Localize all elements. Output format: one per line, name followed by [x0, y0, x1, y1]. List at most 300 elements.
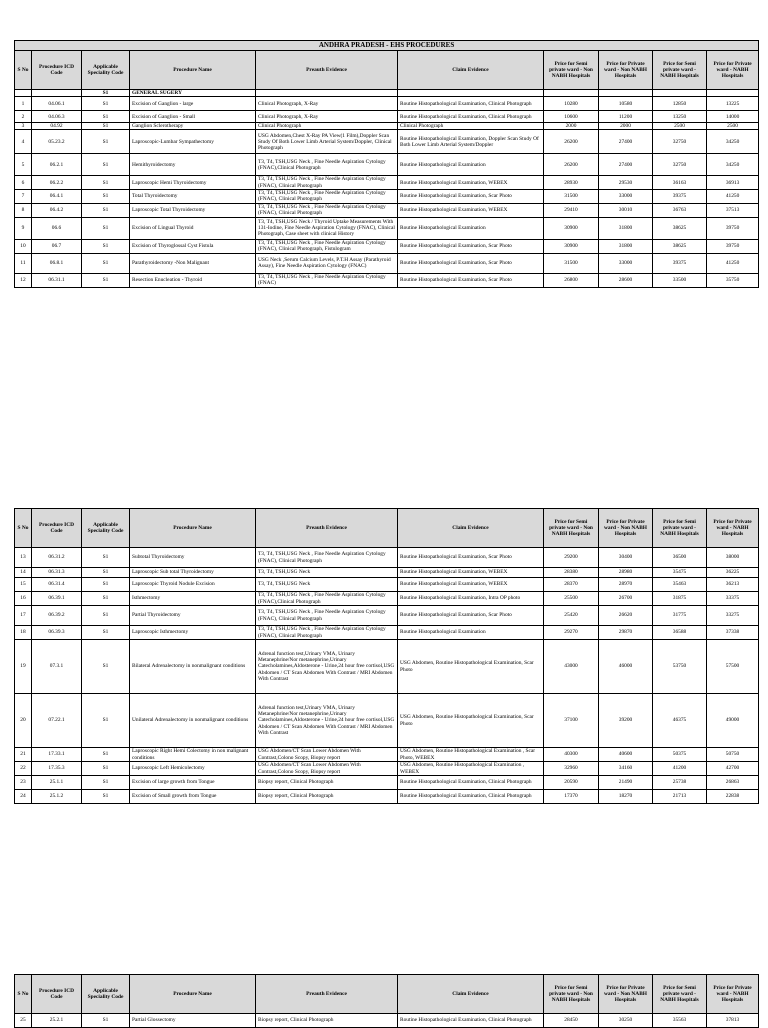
cell-p1: 30900: [544, 217, 599, 239]
cell-icd: 25.1.2: [32, 790, 82, 804]
cell-name: Excision of Ganglion - Small: [130, 111, 256, 123]
cell-name: Excision of Lingual Thyroid: [130, 217, 256, 239]
cell-claim: Clinical Photograph: [398, 123, 544, 130]
cell-sno: 13: [15, 548, 32, 568]
table-row: [15, 776, 759, 790]
cell-name: Excision of large growth from Tongue: [130, 776, 256, 790]
table-row: [15, 762, 759, 776]
cell-spec: S1: [82, 97, 130, 111]
cell-name: Laproscopic Isthmectomy: [130, 626, 256, 640]
cell-icd: 06.39.2: [32, 606, 82, 626]
cell-claim: USG Abdomen, Routine Histopathological Examination, Scar Photo: [398, 694, 544, 748]
cell-name: Subtotal Thyroidectomy: [130, 548, 256, 568]
cell-sno: 12: [15, 273, 32, 287]
cell-icd: 06.6: [32, 217, 82, 239]
cell-icd: 05.23.2: [32, 130, 82, 154]
col-header: Procedure ICD Code: [32, 975, 82, 1014]
cell-preauth: USG Neck ,Serum Calcium Levels, P.T.H Assay (Parathyroid Assay), Fine Needle Aspiration Cytology (FNAC): [256, 253, 398, 273]
cell-p1: 31500: [544, 189, 599, 203]
cell-p4: 49000: [707, 694, 759, 748]
cell-claim: Routine Histopathological Examination, Clinical Photograph: [398, 776, 544, 790]
cell-p3: 33500: [653, 273, 707, 287]
cell-p4: 39750: [707, 239, 759, 253]
cell-name: Partial Thyroidectomy: [130, 606, 256, 626]
cell-preauth: USG Abdomen/CT Scan Lower Abdomen With Contrast,Colono Scopy, Biopsy report: [256, 748, 398, 762]
cell-preauth: T3, T4, TSH,USG Neck , Fine Needle Aspiration Cytology (FNAC), Clinical Photograph: [256, 606, 398, 626]
cell-p3: 35475: [653, 568, 707, 578]
cell-preauth: USG Abdomen,Chest X-Ray PA View(1 Film),Doppler Scan Study Of Both Lower Limb Arterial System/Doppler, Clinical Photograph: [256, 130, 398, 154]
cell-sno: 10: [15, 239, 32, 253]
cell-icd: 06.4.1: [32, 189, 82, 203]
cell-icd: 25.2.1: [32, 1014, 82, 1028]
col-header: Procedure ICD Code: [32, 509, 82, 548]
cell-sno: 14: [15, 568, 32, 578]
col-header: Price for Semi private ward - Non NABH Hospitals: [544, 51, 599, 90]
cell-preauth: T3, T4, TSH,USG Neck / Thyroid Uptake Measurements With 131-Iodine, Fine Needle Aspiration Cytology (FNAC), Clinical Photograph, Case sheet with clinical History: [256, 217, 398, 239]
cell-p1: 28930: [544, 176, 599, 189]
col-header: Price for Semi private ward - Non NABH Hospitals: [544, 509, 599, 548]
cell-p4: 2500: [707, 123, 759, 130]
cell-p3: 13250: [653, 111, 707, 123]
cell-p2: 29530: [599, 176, 653, 189]
cell-claim: Routine Histopathological Examination, Clinical Photograph: [398, 111, 544, 123]
cell-p1: 37100: [544, 694, 599, 748]
cell-p3: 25738: [653, 776, 707, 790]
cell-p2: 28980: [599, 568, 653, 578]
cell-p2: 33000: [599, 253, 653, 273]
cell-preauth: T3, T4, TSH,USG Neck , Fine Needle Aspiration Cytology (FNAC),Clinical Photograph: [256, 592, 398, 606]
cell-p1: 28370: [544, 578, 599, 592]
table-row: [15, 97, 759, 111]
cell-sno: 16: [15, 592, 32, 606]
cell-preauth: Adrenal function test,Urinary VMA, Urinary Metanephrine/Nor metanephrine,Urinary Catecholamines,Aldosterone - Urine,24 hour free cortisol,USG Abdomen / CT Scan Abdomen With Contrast / MRI Abdomen With Contrast: [256, 640, 398, 694]
cell-claim: Routine Histopathological Examination: [398, 626, 544, 640]
table-row: [15, 626, 759, 640]
cell-p2: 33000: [599, 189, 653, 203]
cell-spec: S1: [82, 626, 130, 640]
cell-sno: 2: [15, 111, 32, 123]
cell-sno: 11: [15, 253, 32, 273]
cell-name: Laproscopic Left Hemicolectomy: [130, 762, 256, 776]
header-row: [15, 51, 759, 90]
section-code: S1: [82, 90, 130, 97]
cell-p2: 30400: [599, 548, 653, 568]
cell-sno: 24: [15, 790, 32, 804]
col-header: Claim Evidence: [398, 51, 544, 90]
cell-spec: S1: [82, 606, 130, 626]
cell-preauth: Clinical Photograph, X-Ray: [256, 111, 398, 123]
col-header: S No: [15, 509, 32, 548]
cell-claim: Routine Histopathological Examination, Scar Photo: [398, 606, 544, 626]
table-row: [15, 548, 759, 568]
cell-sno: 8: [15, 203, 32, 217]
cell-claim: Routine Histopathological Examination: [398, 154, 544, 176]
table-row: [15, 189, 759, 203]
cell-icd: 06.39.1: [32, 592, 82, 606]
table-row: [15, 606, 759, 626]
cell-name: Excision of Ganglion - large: [130, 97, 256, 111]
cell-name: Partial Glossectomy: [130, 1014, 256, 1028]
cell-p2: 18270: [599, 790, 653, 804]
cell-p4: 33375: [707, 592, 759, 606]
cell-preauth: USG Abdomen/CT Scan Lower Abdomen With Contrast,Colono Scopy, Biopsy report: [256, 762, 398, 776]
cell-claim: Routine Histopathological Examination, Scar Photo: [398, 189, 544, 203]
cell-name: Laproscopic Sub total Thyroidectomy: [130, 568, 256, 578]
cell-sno: 20: [15, 694, 32, 748]
cell-p4: 37338: [707, 626, 759, 640]
cell-spec: S1: [82, 694, 130, 748]
cell-p4: 57500: [707, 640, 759, 694]
cell-claim: Routine Histopathological Examination, WEBEX: [398, 568, 544, 578]
cell-p1: 29410: [544, 203, 599, 217]
col-header: Preauth Evidence: [256, 51, 398, 90]
cell-sno: 18: [15, 626, 32, 640]
cell-claim: USG Abdomen, Routine Histopathological Examination, Scar Photo: [398, 640, 544, 694]
cell-p1: 10600: [544, 111, 599, 123]
cell-icd: 25.1.1: [32, 776, 82, 790]
cell-p1: 26200: [544, 130, 599, 154]
cell-sno: 3: [15, 123, 32, 130]
cell-p2: 21490: [599, 776, 653, 790]
cell-spec: S1: [82, 176, 130, 189]
cell-p4: 26863: [707, 776, 759, 790]
cell-spec: S1: [82, 776, 130, 790]
cell-p3: 50375: [653, 748, 707, 762]
table-row: [15, 176, 759, 189]
cell-spec: S1: [82, 217, 130, 239]
cell-p3: 53750: [653, 640, 707, 694]
cell-p1: 25420: [544, 606, 599, 626]
cell-name: Isthmectomy: [130, 592, 256, 606]
cell-p4: 37813: [707, 1014, 759, 1028]
cell-p2: 26700: [599, 592, 653, 606]
cell-p4: 36213: [707, 578, 759, 592]
cell-p2: 10580: [599, 97, 653, 111]
cell-claim: Routine Histopathological Examination, WEBEX: [398, 203, 544, 217]
cell-icd: 06.31.2: [32, 548, 82, 568]
cell-p2: 28600: [599, 273, 653, 287]
cell-icd: 06.2.2: [32, 176, 82, 189]
cell-spec: S1: [82, 203, 130, 217]
cell-spec: S1: [82, 1014, 130, 1028]
procedures-table-3: [14, 974, 759, 1028]
cell-spec: S1: [82, 189, 130, 203]
cell-sno: 4: [15, 130, 32, 154]
col-header: S No: [15, 975, 32, 1014]
cell-preauth: Biopsy report, Clinical Photograph: [256, 776, 398, 790]
col-header: Applicable Speciality Code: [82, 509, 130, 548]
cell-p3: 36163: [653, 176, 707, 189]
cell-sno: 21: [15, 748, 32, 762]
cell-spec: S1: [82, 548, 130, 568]
cell-claim: USG Abdomen, Routine Histopathological Examination , Scar Photo, WEBEX: [398, 748, 544, 762]
cell-p2: 34160: [599, 762, 653, 776]
table-row: [15, 203, 759, 217]
cell-claim: Routine Histopathological Examination, Clinical Photograph: [398, 97, 544, 111]
cell-sno: 22: [15, 762, 32, 776]
cell-icd: 17.35.3: [32, 762, 82, 776]
cell-icd: 06.31.1: [32, 273, 82, 287]
col-header: Price for Private ward - Non NABH Hospitals: [599, 509, 653, 548]
cell-name: Laproscopic Right Hemi Colectomy in non malignant conditions: [130, 748, 256, 762]
cell-p2: 26620: [599, 606, 653, 626]
cell-claim: Routine Histopathological Examination, Scar Photo: [398, 253, 544, 273]
cell-p3: 31775: [653, 606, 707, 626]
cell-p4: 13225: [707, 97, 759, 111]
cell-claim: Routine Histopathological Examination, WEBEX: [398, 176, 544, 189]
cell-p4: 50750: [707, 748, 759, 762]
cell-p3: 32750: [653, 154, 707, 176]
cell-preauth: T3, T4, TSH,USG Neck , Fine Needle Aspiration Cytology (FNAC), Clinical Photograph: [256, 189, 398, 203]
cell-p2: 46000: [599, 640, 653, 694]
col-header: Procedure Name: [130, 975, 256, 1014]
table-row: [15, 578, 759, 592]
cell-spec: S1: [82, 130, 130, 154]
cell-spec: S1: [82, 568, 130, 578]
col-header: Procedure Name: [130, 509, 256, 548]
cell-p1: 26200: [544, 154, 599, 176]
cell-p2: 11200: [599, 111, 653, 123]
cell-p3: 35563: [653, 1014, 707, 1028]
cell-p1: 20590: [544, 776, 599, 790]
cell-p4: 39750: [707, 217, 759, 239]
cell-p1: 32960: [544, 762, 599, 776]
cell-p1: 2000: [544, 123, 599, 130]
cell-spec: S1: [82, 253, 130, 273]
cell-sno: 5: [15, 154, 32, 176]
cell-spec: S1: [82, 640, 130, 694]
cell-p4: 34250: [707, 130, 759, 154]
cell-p4: 22838: [707, 790, 759, 804]
col-header: Price for Semi private ward - NABH Hospitals: [653, 975, 707, 1014]
page-title: ANDHRA PRADESH - EHS PROCEDURES: [15, 41, 759, 51]
cell-p3: 2500: [653, 123, 707, 130]
cell-sno: 1: [15, 97, 32, 111]
cell-p3: 46375: [653, 694, 707, 748]
cell-preauth: Adrenal function test,Urinary VMA, Urinary Metanephrine/Nor metanephrine,Urinary Catecholamines,Aldosterone - Urine,24 hour free cortisol,USG Abdomen / CT Scan Abdomen With Contrast / MRI Abdomen With Contrast: [256, 694, 398, 748]
col-header: Preauth Evidence: [256, 509, 398, 548]
col-header: Applicable Speciality Code: [82, 51, 130, 90]
cell-p4: 37513: [707, 203, 759, 217]
cell-p4: 35750: [707, 273, 759, 287]
cell-claim: Routine Histopathological Examination, Clinical Photograph: [398, 1014, 544, 1028]
col-header: S No: [15, 51, 32, 90]
cell-p3: 32750: [653, 130, 707, 154]
section-name: GENERAL SUGERY: [130, 90, 256, 97]
col-header: Applicable Speciality Code: [82, 975, 130, 1014]
cell-p2: 27400: [599, 130, 653, 154]
cell-p1: 28380: [544, 568, 599, 578]
table-row: [15, 1014, 759, 1028]
cell-name: Ganglion Sclerotherapy: [130, 123, 256, 130]
procedures-table-1: [14, 40, 759, 288]
col-header: Claim Evidence: [398, 509, 544, 548]
cell-p2: 29870: [599, 626, 653, 640]
cell-claim: USG Abdomen, Routine Histopathological Examination , WEBEX: [398, 762, 544, 776]
cell-p1: 10280: [544, 97, 599, 111]
cell-p3: 35463: [653, 578, 707, 592]
cell-icd: 04.06.1: [32, 97, 82, 111]
table-row: [15, 154, 759, 176]
cell-icd: 06.4.2: [32, 203, 82, 217]
cell-p4: 38000: [707, 548, 759, 568]
cell-p3: 36588: [653, 626, 707, 640]
cell-claim: Routine Histopathological Examination: [398, 217, 544, 239]
cell-icd: 17.33.1: [32, 748, 82, 762]
cell-icd: 04.92: [32, 123, 82, 130]
col-header: Procedure ICD Code: [32, 51, 82, 90]
cell-p1: 40300: [544, 748, 599, 762]
cell-icd: 07.22.1: [32, 694, 82, 748]
cell-sno: 19: [15, 640, 32, 694]
cell-preauth: T3, T4, TSH,USG Neck , Fine Needle Aspiration Cytology (FNAC), Clinical Photograph: [256, 626, 398, 640]
cell-spec: S1: [82, 154, 130, 176]
cell-p1: 30900: [544, 239, 599, 253]
section-row: [15, 90, 759, 97]
cell-p3: 31875: [653, 592, 707, 606]
cell-p3: 38625: [653, 239, 707, 253]
table-panel-3: [14, 974, 758, 1028]
cell-p2: 30250: [599, 1014, 653, 1028]
col-header: Preauth Evidence: [256, 975, 398, 1014]
cell-p1: 25500: [544, 592, 599, 606]
cell-claim: Routine Histopathological Examination, Clinical Photograph: [398, 790, 544, 804]
cell-claim: Routine Histopathological Examination, Scar Photo: [398, 548, 544, 568]
cell-p4: 41250: [707, 253, 759, 273]
header-row: [15, 509, 759, 548]
cell-sno: 9: [15, 217, 32, 239]
cell-p1: 29270: [544, 626, 599, 640]
cell-preauth: T3, T4, TSH,USG Neck: [256, 578, 398, 592]
cell-preauth: T3, T4, TSH,USG Neck , Fine Needle Aspiration Cytology (FNAC),Clinical Photograph: [256, 154, 398, 176]
cell-claim: Routine Histopathological Examination, Doppler Scan Study Of Both Lower Limb Arterial System/Doppler: [398, 130, 544, 154]
cell-name: Laproscopic Total Thyroidectomy: [130, 203, 256, 217]
cell-claim: Routine Histopathological Examination, Scar Photo: [398, 273, 544, 287]
cell-name: Excision of Thyroglossal Cyst Fistula: [130, 239, 256, 253]
table-row: [15, 253, 759, 273]
cell-icd: 06.7: [32, 239, 82, 253]
cell-name: Unilateral Adrenalectomy in nonmalignant conditions: [130, 694, 256, 748]
cell-claim: Routine Histopathological Examination, Intra OP photo: [398, 592, 544, 606]
cell-preauth: Biopsy report, Clinical Photograph: [256, 790, 398, 804]
cell-spec: S1: [82, 123, 130, 130]
cell-icd: 06.8.1: [32, 253, 82, 273]
cell-name: Total Thyroidectomy: [130, 189, 256, 203]
col-header: Price for Semi private ward - NABH Hospitals: [653, 51, 707, 90]
cell-sno: 17: [15, 606, 32, 626]
cell-spec: S1: [82, 578, 130, 592]
table-row: [15, 130, 759, 154]
table-panel-1: [14, 40, 758, 288]
cell-preauth: T3, T4, TSH,USG Neck , Fine Needle Aspiration Cytology (FNAC): [256, 273, 398, 287]
cell-p3: 36500: [653, 548, 707, 568]
cell-preauth: T3, T4, TSH,USG Neck , Fine Needle Aspiration Cytology (FNAC), Clinical Photograph: [256, 176, 398, 189]
cell-icd: 06.39.3: [32, 626, 82, 640]
procedures-table-2: [14, 508, 759, 804]
cell-name: Resection Enucleation - Thyroid: [130, 273, 256, 287]
col-header: Price for Private ward - NABH Hospitals: [707, 975, 759, 1014]
col-header: Price for Private ward - Non NABH Hospitals: [599, 975, 653, 1014]
cell-name: Bilateral Adrenalectomy in nonmalignant conditions: [130, 640, 256, 694]
table-row: [15, 694, 759, 748]
cell-sno: 23: [15, 776, 32, 790]
cell-preauth: T3, T4, TSH,USG Neck , Fine Needle Aspiration Cytology (FNAC), Clinical Photograph: [256, 203, 398, 217]
header-row: [15, 975, 759, 1014]
cell-p1: 31500: [544, 253, 599, 273]
cell-icd: 07.3.1: [32, 640, 82, 694]
cell-name: Laproscopic Thyroid Nodule Excision: [130, 578, 256, 592]
cell-spec: S1: [82, 111, 130, 123]
cell-sno: 25: [15, 1014, 32, 1028]
cell-spec: S1: [82, 592, 130, 606]
table-row: [15, 273, 759, 287]
col-header: Price for Private ward - NABH Hospitals: [707, 509, 759, 548]
cell-p2: 30010: [599, 203, 653, 217]
cell-p2: 40600: [599, 748, 653, 762]
table-row: [15, 239, 759, 253]
cell-name: Laproscopic-Lumbar Sympathectomy: [130, 130, 256, 154]
cell-sno: 7: [15, 189, 32, 203]
col-header: Price for Private ward - Non NABH Hospitals: [599, 51, 653, 90]
cell-p4: 36913: [707, 176, 759, 189]
cell-p1: 26800: [544, 273, 599, 287]
cell-spec: S1: [82, 748, 130, 762]
cell-sno: 15: [15, 578, 32, 592]
cell-p2: 39200: [599, 694, 653, 748]
cell-p4: 42700: [707, 762, 759, 776]
cell-spec: S1: [82, 762, 130, 776]
cell-preauth: T3, T4, TSH,USG Neck , Fine Needle Aspiration Cytology (FNAC), Clinical Photograph, Fistulogram: [256, 239, 398, 253]
cell-icd: 06.2.1: [32, 154, 82, 176]
cell-icd: 06.31.3: [32, 568, 82, 578]
cell-claim: Routine Histopathological Examination, Scar Photo: [398, 239, 544, 253]
table-row: [15, 568, 759, 578]
table-row: [15, 217, 759, 239]
table-row: [15, 123, 759, 130]
cell-name: Laproscopic Hemi Thyroidectomy: [130, 176, 256, 189]
cell-p2: 31800: [599, 239, 653, 253]
cell-p2: 27400: [599, 154, 653, 176]
table-row: [15, 790, 759, 804]
table-row: [15, 111, 759, 123]
cell-preauth: T3, T4, TSH,USG Neck , Fine Needle Aspiration Cytology (FNAC), Clinical Photograph: [256, 548, 398, 568]
col-header: Claim Evidence: [398, 975, 544, 1014]
cell-p3: 38625: [653, 217, 707, 239]
col-header: Price for Semi private ward - Non NABH Hospitals: [544, 975, 599, 1014]
cell-p3: 41200: [653, 762, 707, 776]
cell-p4: 14000: [707, 111, 759, 123]
cell-preauth: Clinical Photograph, X-Ray: [256, 97, 398, 111]
cell-sno: 6: [15, 176, 32, 189]
cell-p1: 28450: [544, 1014, 599, 1028]
cell-preauth: T3, T4, TSH,USG Neck: [256, 568, 398, 578]
cell-preauth: Biopsy report, Clinical Photograph: [256, 1014, 398, 1028]
cell-p1: 43000: [544, 640, 599, 694]
cell-p2: 28970: [599, 578, 653, 592]
col-header: Procedure Name: [130, 51, 256, 90]
cell-p1: 17370: [544, 790, 599, 804]
cell-p4: 34250: [707, 154, 759, 176]
cell-p4: 33275: [707, 606, 759, 626]
cell-p2: 31800: [599, 217, 653, 239]
cell-claim: Routine Histopathological Examination, WEBEX: [398, 578, 544, 592]
cell-p3: 39375: [653, 189, 707, 203]
cell-icd: 04.06.3: [32, 111, 82, 123]
cell-name: Hemithyroidectomy: [130, 154, 256, 176]
cell-p3: 21713: [653, 790, 707, 804]
cell-p3: 12850: [653, 97, 707, 111]
table-row: [15, 748, 759, 762]
